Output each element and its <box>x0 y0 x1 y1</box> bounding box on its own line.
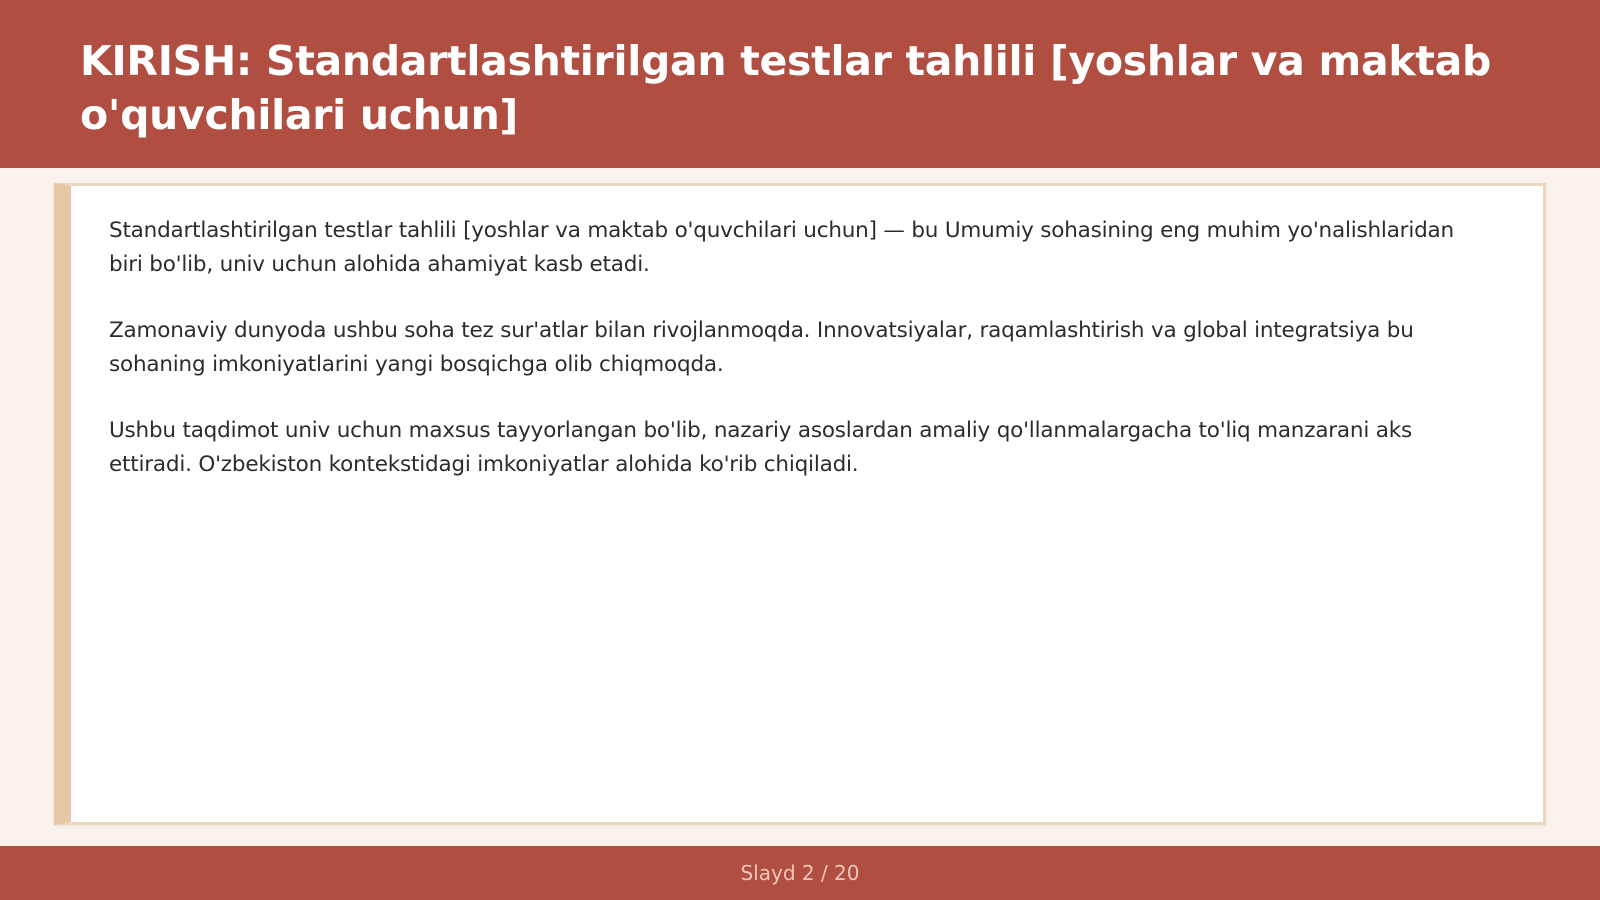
paragraph-intro: Standartlashtirilgan testlar tahlili [yoshlar va maktab o'quvchilari uchun] — bu Umumiy sohasining eng muhim yo'nalishlaridan biri bo'lib, univ uchun alohida ahamiyat kasb etadi. <box>109 218 1454 277</box>
slide-counter: Slayd 2 / 20 <box>740 861 860 885</box>
content-card <box>54 183 1546 825</box>
paragraph-presentation-scope: Ushbu taqdimot univ uchun maxsus tayyorlangan bo'lib, nazariy asoslardan amaliy qo'llanmalargacha to'liq manzarani aks ettiradi. O'zbekiston kontekstidagi imkoniyatlar alohida ko'rib chiqiladi. <box>109 418 1412 477</box>
slide-header <box>0 0 1600 168</box>
slide-title: KIRISH: Standartlashtirilgan testlar tahlili [yoshlar va maktab o'quvchilari uchun] <box>80 37 1491 139</box>
paragraph-modern-world: Zamonaviy dunyoda ushbu soha tez sur'atlar bilan rivojlanmoqda. Innovatsiyalar, raqamlashtirish va global integratsiya bu sohaning imkoniyatlarini yangi bosqichga olib chiqmoqda. <box>109 318 1414 377</box>
slide-footer <box>0 846 1600 900</box>
